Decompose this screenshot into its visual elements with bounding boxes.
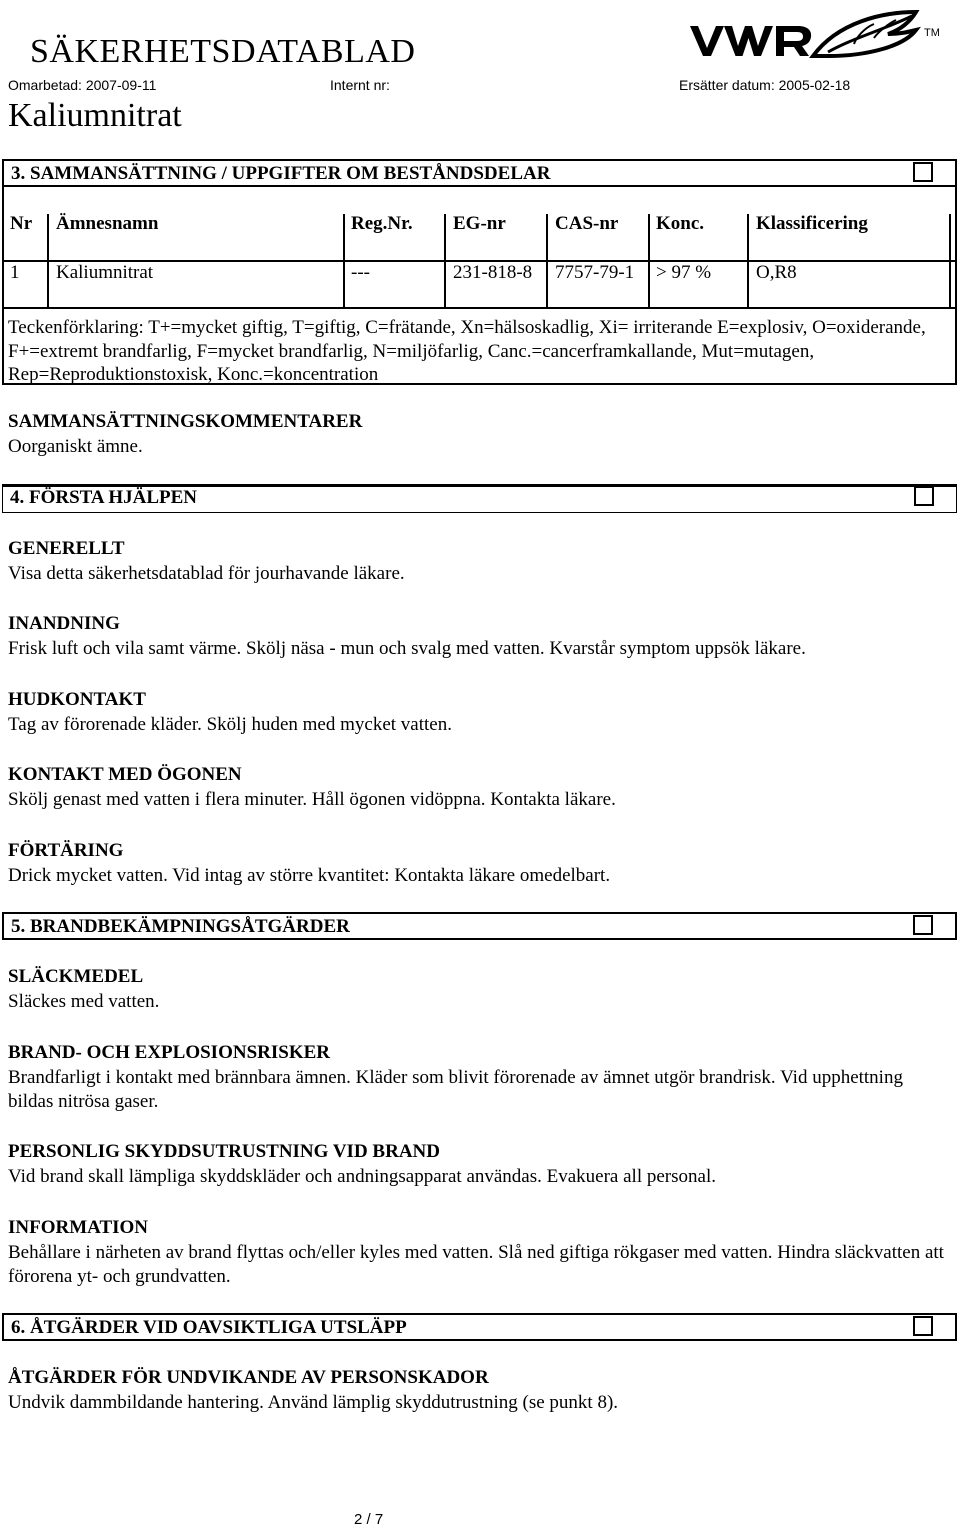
subsection-heading: SLÄCKMEDEL bbox=[8, 966, 144, 987]
table-header-cell: Ämnesnamn bbox=[56, 213, 159, 234]
document-title: SÄKERHETSDATABLAD bbox=[30, 33, 416, 70]
table-cell: > 97 % bbox=[656, 262, 712, 283]
table-cell: 1 bbox=[10, 262, 20, 283]
subsection-heading: BRAND- OCH EXPLOSIONSRISKER bbox=[8, 1042, 330, 1063]
section-6-heading bbox=[2, 1313, 957, 1341]
table-cell: --- bbox=[351, 262, 370, 283]
subsection-heading: HUDKONTAKT bbox=[8, 689, 146, 710]
table-cell: 7757-79-1 bbox=[555, 262, 635, 283]
section-5-title: 5. BRANDBEKÄMPNINGSÅTGÄRDER bbox=[11, 916, 350, 937]
subsection-text: Släckes med vatten. bbox=[8, 991, 160, 1012]
table-divider bbox=[648, 214, 650, 309]
subsection-text: Vid brand skall lämpliga skyddskläder och andningsapparat användas. Evakuera all personal. bbox=[8, 1166, 716, 1187]
subsection-text: Brandfarligt i kontakt med brännbara ämnen. Kläder som blivit förorenade av ämnet utgör brandrisk. Vid upphettning bildas nitrösa gaser. bbox=[8, 1067, 903, 1112]
comments-text: Oorganiskt ämne. bbox=[8, 436, 143, 457]
section-3-heading bbox=[2, 159, 957, 187]
table-divider bbox=[949, 214, 951, 309]
table-divider bbox=[47, 214, 49, 309]
section-3-title: 3. SAMMANSÄTTNING / UPPGIFTER OM BESTÅNDSDELAR bbox=[11, 163, 551, 184]
subsection-heading: INFORMATION bbox=[8, 1217, 149, 1238]
checkbox-icon bbox=[913, 915, 933, 935]
subsection-heading: KONTAKT MED ÖGONEN bbox=[8, 764, 242, 785]
checkbox-icon bbox=[914, 486, 934, 506]
table-cell: Kaliumnitrat bbox=[56, 262, 154, 283]
comments-heading: SAMMANSÄTTNINGSKOMMENTARER bbox=[8, 411, 363, 432]
section-4-heading bbox=[2, 485, 957, 513]
subsection-text: Skölj genast med vatten i flera minuter. Håll ögonen vidöppna. Kontakta läkare. bbox=[8, 789, 616, 810]
subsection-heading: INANDNING bbox=[8, 613, 120, 634]
subsection-heading: FÖRTÄRING bbox=[8, 840, 124, 861]
subsection-text: Visa detta säkerhetsdatablad för jourhavande läkare. bbox=[8, 563, 405, 584]
table-header-cell: Klassificering bbox=[756, 213, 868, 234]
table-header-cell: Reg.Nr. bbox=[351, 213, 413, 234]
subsection-heading: PERSONLIG SKYDDSUTRUSTNING VID BRAND bbox=[8, 1141, 440, 1162]
table-header-cell: Nr bbox=[10, 213, 33, 234]
table-divider bbox=[546, 214, 548, 309]
subsection-text: Undvik dammbildande hantering. Använd lämplig skyddutrustning (se punkt 8). bbox=[8, 1392, 619, 1413]
section-5-heading bbox=[2, 912, 957, 940]
legend-text: Teckenförklaring: T+=mycket giftig, T=giftig, C=frätande, Xn=hälsoskadlig, Xi= irriterande E=explosiv, O=oxiderande, F+=extremt brandfarlig, F=mycket brandfarlig, N=miljöfarlig, Canc.=cancerframkallande, Mut=mutagen, Rep=Reproduktionstoxisk, Konc.=koncentration bbox=[8, 317, 926, 385]
logo-tm: TM bbox=[924, 27, 940, 39]
replaces-date: Ersätter datum: 2005-02-18 bbox=[679, 77, 851, 93]
revised-date: Omarbetad: 2007-09-11 bbox=[8, 77, 157, 93]
table-divider bbox=[343, 214, 345, 309]
subsection-text: Behållare i närheten av brand flyttas och/eller kyles med vatten. Slå ned giftiga rökgaser med vatten. Hindra släckvatten att förorena yt- och grundvatten. bbox=[8, 1242, 944, 1287]
checkbox-icon bbox=[913, 1316, 933, 1336]
table-divider bbox=[4, 307, 955, 309]
table-header-cell: EG-nr bbox=[453, 213, 506, 234]
table-cell: O,R8 bbox=[756, 262, 797, 283]
page-number: 2 / 7 bbox=[354, 1511, 384, 1528]
table-header-cell: CAS-nr bbox=[555, 213, 619, 234]
subsection-heading: GENERELLT bbox=[8, 538, 125, 559]
subsection-heading: ÅTGÄRDER FÖR UNDVIKANDE AV PERSONSKADOR bbox=[8, 1367, 489, 1388]
internal-number: Internt nr: bbox=[330, 77, 390, 93]
vwr-logo bbox=[678, 4, 950, 64]
table-divider bbox=[747, 214, 749, 309]
checkbox-icon bbox=[913, 162, 933, 182]
section-4-title: 4. FÖRSTA HJÄLPEN bbox=[10, 487, 198, 508]
subsection-text: Frisk luft och vila samt värme. Skölj näsa - mun och svalg med vatten. Kvarstår symptom uppsök läkare. bbox=[8, 638, 806, 659]
table-header-cell: Konc. bbox=[656, 213, 705, 234]
table-divider bbox=[444, 214, 446, 309]
subsection-text: Drick mycket vatten. Vid intag av större kvantitet: Kontakta läkare omedelbart. bbox=[8, 865, 611, 886]
product-name: Kaliumnitrat bbox=[8, 97, 182, 134]
table-cell: 231-818-8 bbox=[453, 262, 533, 283]
subsection-text: Tag av förorenade kläder. Skölj huden med mycket vatten. bbox=[8, 714, 452, 735]
section-6-title: 6. ÅTGÄRDER VID OAVSIKTLIGA UTSLÄPP bbox=[11, 1317, 407, 1338]
